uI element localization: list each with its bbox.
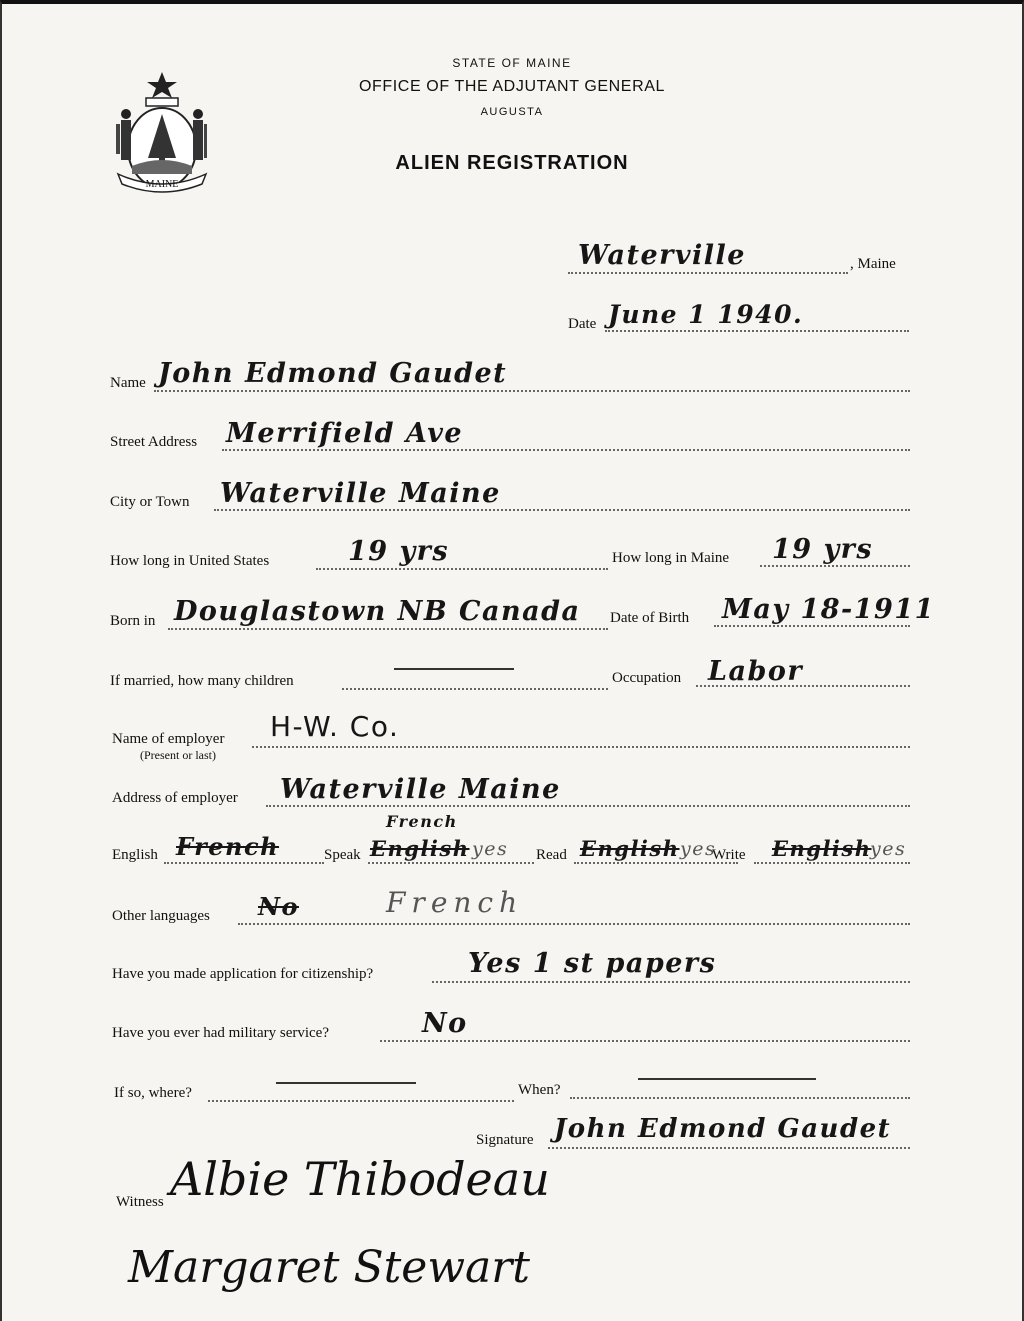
signature-label: Signature [476, 1132, 534, 1148]
dob-line [714, 625, 910, 627]
employer-address-line [266, 805, 910, 807]
date-label: Date [568, 316, 597, 332]
date-line [605, 330, 909, 332]
name-line [154, 390, 910, 392]
military-label: Have you ever had military service? [112, 1025, 329, 1041]
city-value: Waterville Maine [220, 478, 501, 509]
write-answer: yes [870, 838, 907, 860]
witness-signature: Albie Thibodeau [170, 1152, 550, 1206]
maine-length-label: How long in Maine [612, 550, 730, 566]
other-languages-extra: French [386, 886, 524, 919]
place-suffix: , Maine [850, 256, 896, 272]
street-value: Merrifield Ave [226, 418, 464, 449]
signature-line [548, 1147, 910, 1149]
state-heading: STATE OF MAINE [452, 56, 572, 70]
when-line [570, 1097, 910, 1099]
signature-value: John Edmond Gaudet [554, 1114, 892, 1144]
employer-address-label: Address of employer [112, 790, 238, 806]
occupation-label: Occupation [612, 670, 682, 686]
date-value: June 1 1940. [608, 300, 804, 329]
form-title: ALIEN REGISTRATION [395, 152, 629, 174]
read-answer: yes [680, 838, 717, 860]
speak-answer: yes [472, 838, 509, 860]
place-line [568, 272, 848, 274]
name-value: John Edmond Gaudet [158, 358, 508, 389]
citizenship-value: Yes 1 st papers [468, 948, 717, 979]
speak-label: Speak [324, 847, 361, 863]
children-line [342, 688, 608, 690]
name-label: Name [110, 375, 146, 391]
born-in-line [168, 628, 608, 630]
employer-address-value: Waterville Maine [280, 774, 561, 805]
office-heading: OFFICE OF THE ADJUTANT GENERAL [358, 78, 666, 95]
where-label: If so, where? [114, 1085, 192, 1101]
other-languages-label: Other languages [112, 908, 210, 924]
second-witness-signature: Margaret Stewart [128, 1242, 530, 1293]
where-line [208, 1100, 514, 1102]
write-value: English [772, 836, 872, 861]
us-length-line [316, 568, 608, 570]
citizenship-label: Have you made application for citizenship? [112, 966, 374, 982]
state-seal-icon [110, 70, 214, 194]
military-line [380, 1040, 910, 1042]
born-in-label: Born in [110, 613, 156, 629]
employer-label: Name of employer [112, 731, 225, 747]
speak-value: English [370, 836, 470, 861]
other-languages-line [238, 923, 910, 925]
speak-line [368, 862, 534, 864]
citizenship-line [432, 981, 910, 983]
dob-value: May 18-1911 [722, 594, 935, 625]
where-dash [276, 1082, 416, 1084]
english-value: French [176, 832, 280, 861]
place-value: Waterville [578, 240, 746, 271]
speak-above: French [386, 812, 458, 831]
occupation-value: Labor [708, 656, 804, 687]
us-length-label: How long in United States [110, 553, 270, 569]
read-value: English [580, 836, 680, 861]
witness-label: Witness [116, 1194, 164, 1210]
when-label: When? [518, 1082, 561, 1098]
employer-sublabel: (Present or last) [140, 748, 216, 762]
street-line [222, 449, 910, 451]
dob-label: Date of Birth [610, 610, 690, 626]
maine-length-value: 19 yrs [772, 534, 874, 565]
english-label: English [112, 847, 158, 863]
city-heading: AUGUSTA [480, 106, 544, 118]
svg-text:MAINE: MAINE [145, 179, 179, 190]
write-line [754, 862, 910, 864]
other-languages-value: No [258, 892, 299, 921]
city-label: City or Town [110, 494, 190, 510]
military-value: No [422, 1008, 468, 1039]
employer-value: H-W. Co. [270, 710, 400, 743]
when-dash [638, 1078, 816, 1080]
english-line [164, 862, 324, 864]
write-label: Write [712, 847, 746, 863]
city-line [214, 509, 910, 511]
street-label: Street Address [110, 434, 198, 450]
born-in-value: Douglastown NB Canada [174, 596, 581, 627]
employer-line [252, 746, 910, 748]
children-dash [394, 668, 514, 670]
maine-length-line [760, 565, 910, 567]
read-label: Read [536, 847, 567, 863]
us-length-value: 19 yrs [348, 536, 450, 567]
children-label: If married, how many children [110, 673, 294, 689]
